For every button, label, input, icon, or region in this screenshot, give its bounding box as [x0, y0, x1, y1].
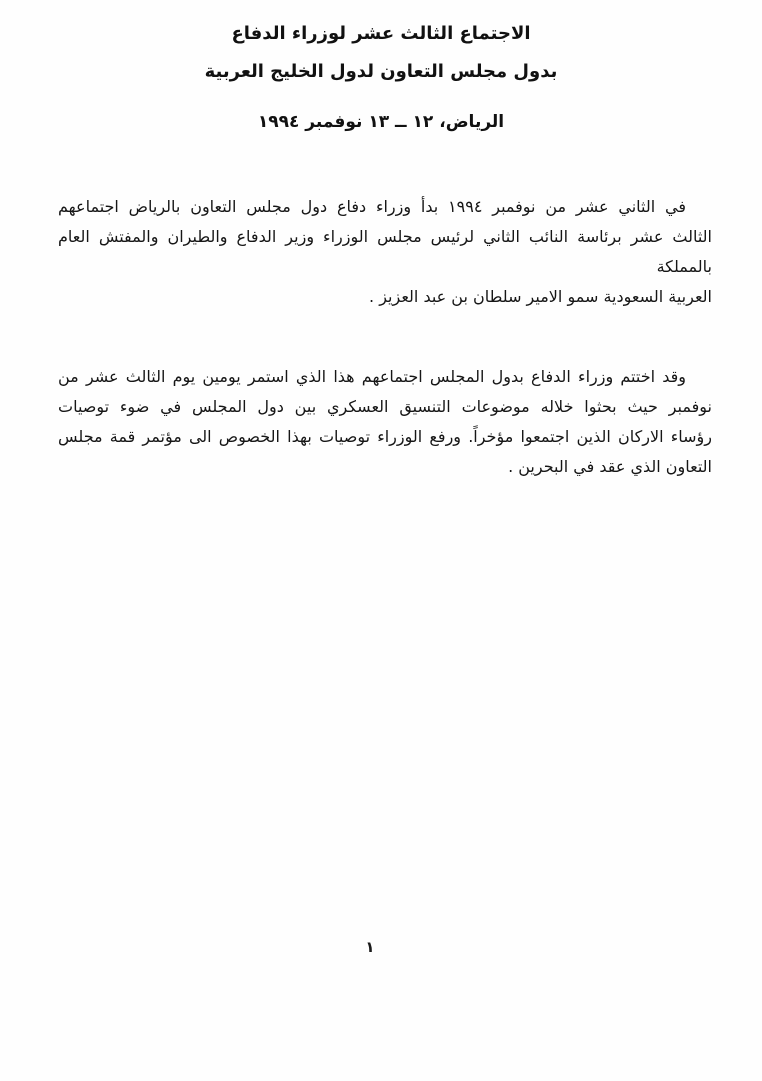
page-number: ١ [365, 938, 375, 956]
paragraph-1-line-2: الثالث عشر برئاسة النائب الثاني لرئيس مجلس الوزراء وزير الدفاع والطيران والمفتش العام بالمملكة [58, 227, 712, 276]
paragraph-2-line-1: وقد اختتم وزراء الدفاع بدول المجلس اجتماعهم هذا الذي استمر يومين يوم الثالث عشر من [58, 367, 686, 386]
paragraph-2 [58, 362, 712, 482]
paragraph-1-line-1: في الثاني عشر من نوفمبر ١٩٩٤ بدأ وزراء دفاع دول مجلس التعاون بالرياض اجتماعهم [58, 197, 686, 216]
document-date-line: الرياض، ١٢ ــ ١٣ نوفمبر ١٩٩٤ [257, 112, 505, 132]
document-header [0, 22, 762, 133]
paragraph-1 [58, 192, 712, 312]
paragraph-2-line-3: رؤساء الاركان الذين اجتمعوا مؤخراً. ورفع الوزراء توصيات بهذا الخصوص الى مؤتمر قمة مجلس [58, 427, 712, 446]
document-title-line-2: بدول مجلس التعاون لدول الخليج العربية [204, 61, 558, 82]
document-title-line-1: الاجتماع الثالث عشر لوزراء الدفاع [231, 23, 531, 44]
paragraph-2-line-4: التعاون الذي عقد في البحرين . [508, 457, 712, 476]
paragraph-2-line-2: نوفمبر حيث بحثوا خلاله موضوعات التنسيق العسكري بين دول المجلس في ضوء توصيات [58, 397, 712, 416]
document-body [58, 192, 712, 482]
paragraph-1-line-3: العربية السعودية سمو الامير سلطان بن عبد العزيز . [369, 287, 712, 306]
